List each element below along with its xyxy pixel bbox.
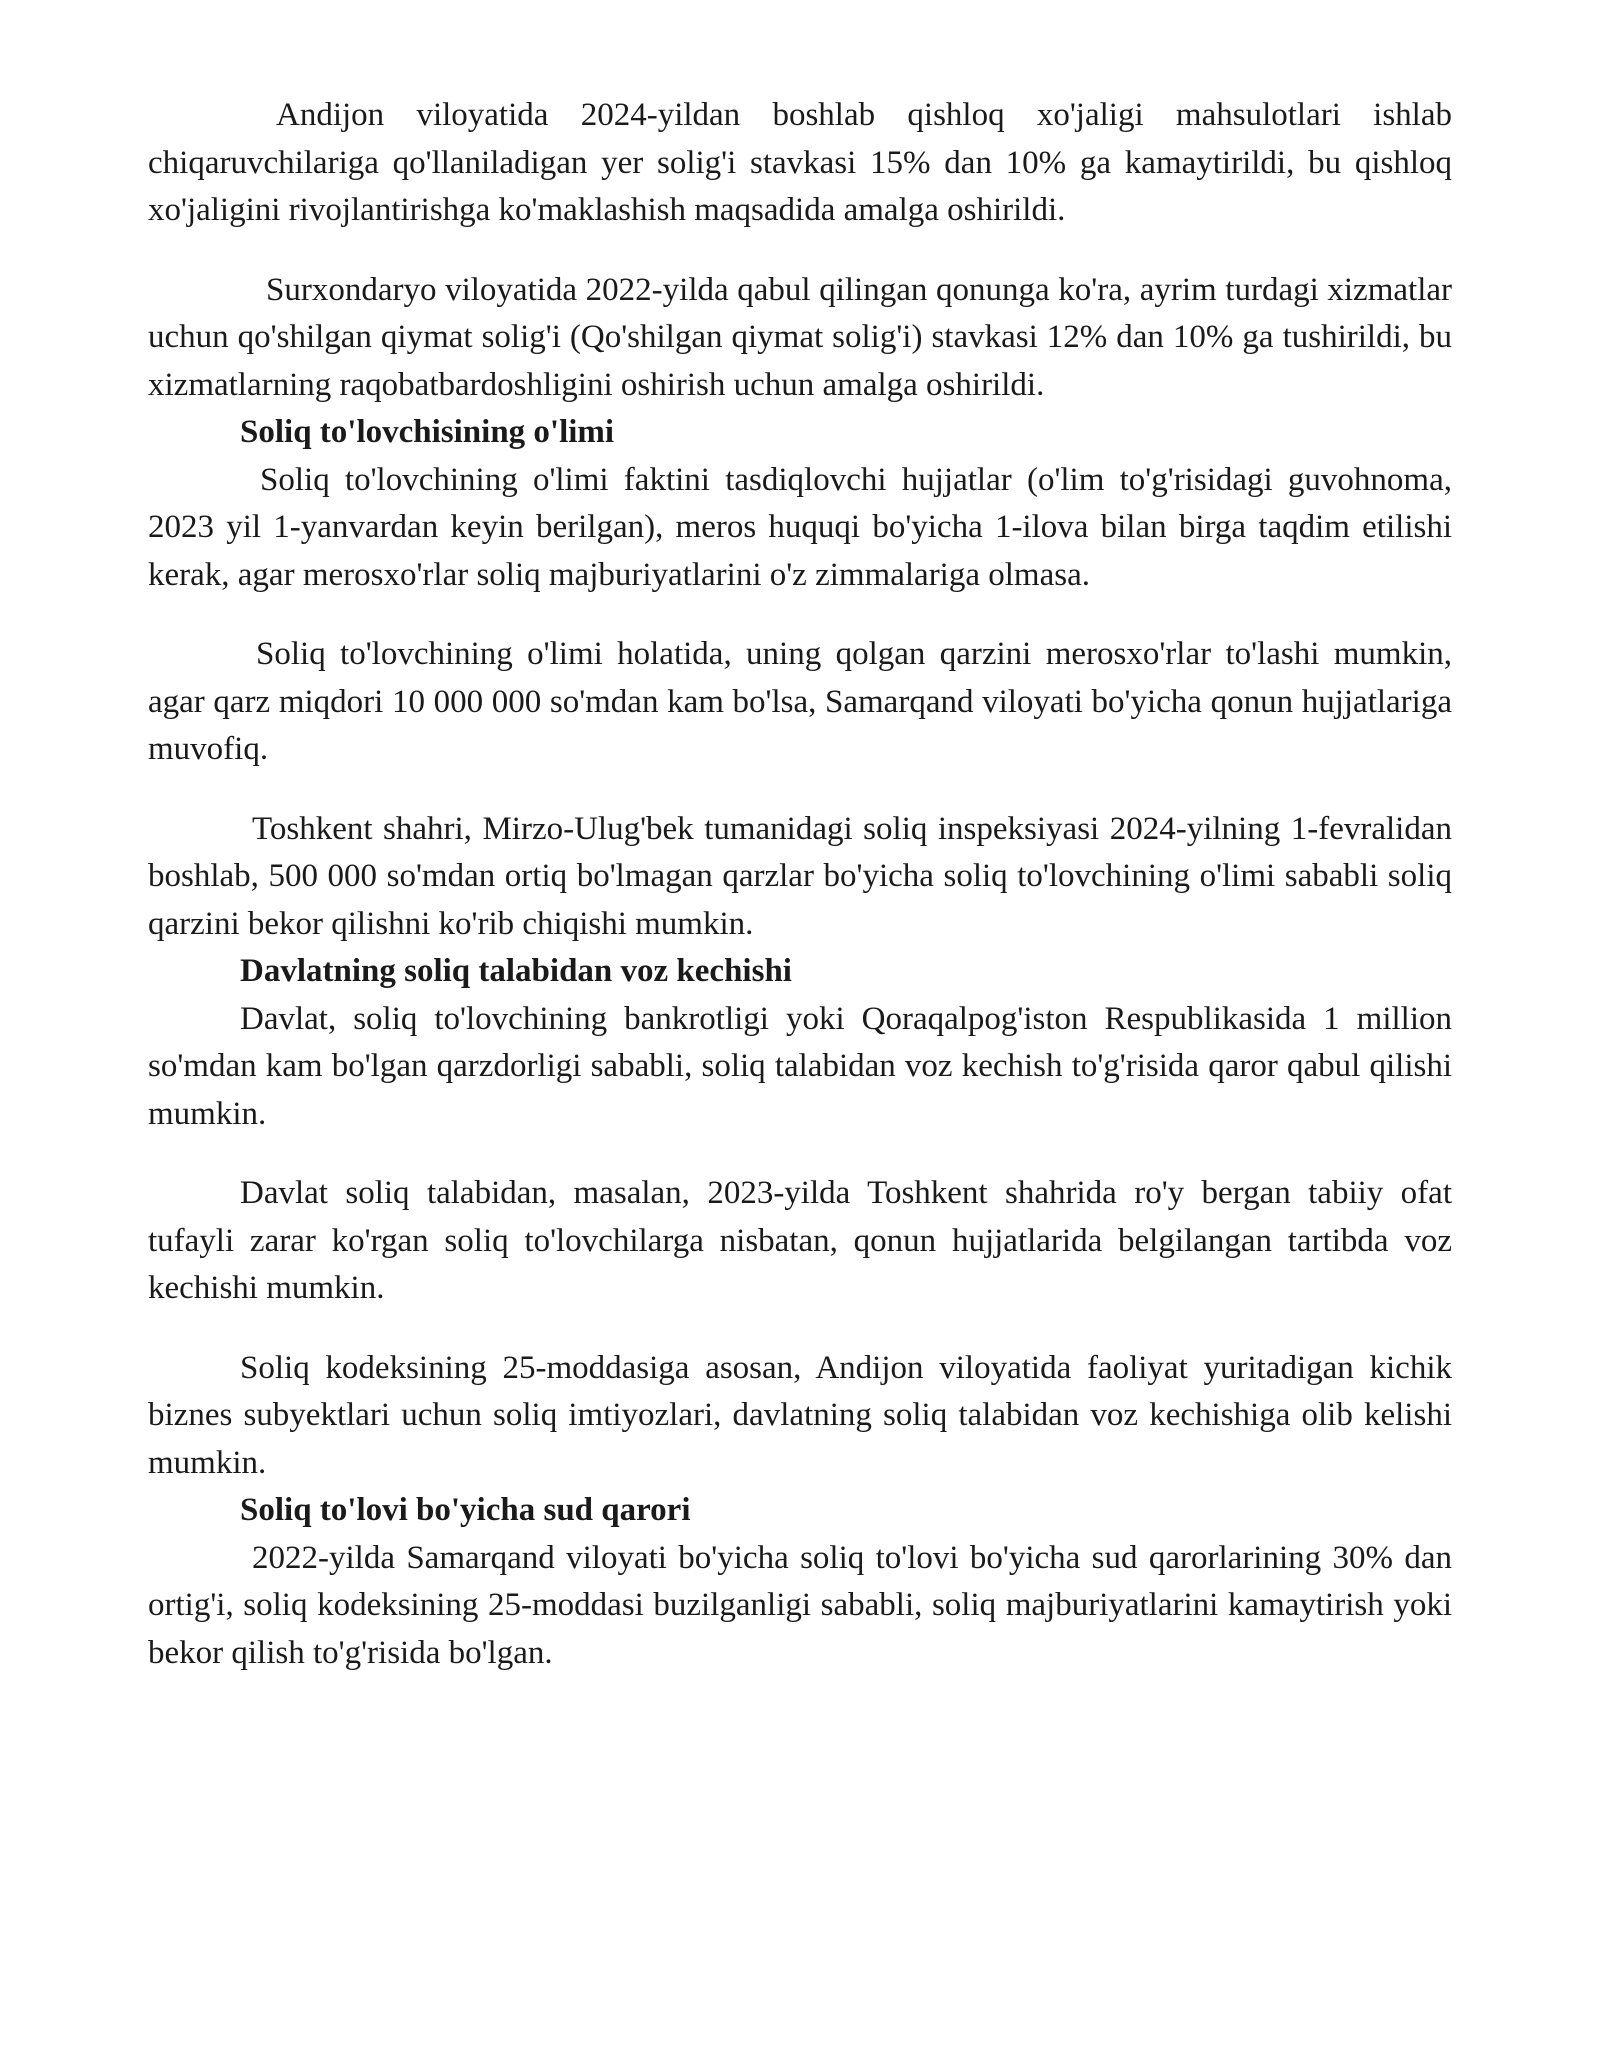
heading-state-waiver: Davlatning soliq talabidan voz kechishi (240, 953, 792, 989)
paragraph-small-business: Soliq kodeksining 25-moddasiga asosan, Andijon viloyatida faoliyat yuritadigan kichik biznes subyektlari uchun soliq imtiyozlari, davlatning soliq talabidan voz kechishiga olib kelishi mumkin. (148, 1349, 1452, 1481)
document-page (148, 92, 1452, 1677)
paragraph-heirs-debt: Soliq to'lovchining o'limi holatida, uning qolgan qarzini merosxo'rlar to'lashi mumkin, agar qarz miqdori 10 000 000 so'mdan kam bo'lsa, Samarqand viloyati bo'yicha qonun hujjatlariga muvofiq. (148, 636, 1452, 767)
heading-court-decision: Soliq to'lovi bo'yicha sud qarori (240, 1492, 691, 1528)
paragraph-andijon-land-tax: Andijon viloyatida 2024-yildan boshlab qishloq xo'jaligi mahsulotlari ishlab chiqaruvchilariga qo'llaniladigan yer solig'i stavkasi 15% dan 10% ga kamaytirildi, bu qishloq xo'jaligini rivojlantirishga ko'maklashish maqsadida amalga oshirildi. (148, 97, 1452, 228)
paragraph-toshkent-inspection: Toshkent shahri, Mirzo-Ulug'bek tumanidagi soliq inspeksiyasi 2024-yilning 1-fevralidan boshlab, 500 000 so'mdan ortiq bo'lmagan qarzlar bo'yicha soliq to'lovchining o'limi sababli soliq qarzini bekor qilishni ko'rib chiqishi mumkin. (148, 810, 1452, 942)
paragraph-bankruptcy-waiver: Davlat, soliq to'lovchining bankrotligi yoki Qoraqalpog'iston Respublikasida 1 million so'mdan kam bo'lgan qarzdorligi sababli, soliq talabidan voz kechish to'g'risida qaror qabul qilishi mumkin. (148, 1000, 1452, 1132)
heading-taxpayer-death: Soliq to'lovchisining o'limi (240, 414, 615, 450)
paragraph-surxondaryo-vat: Surxondaryo viloyatida 2022-yilda qabul qilingan qonunga ko'ra, ayrim turdagi xizmatlar uchun qo'shilgan qiymat solig'i (Qo'shilgan qiymat solig'i) stavkasi 12% dan 10% ga tushirildi, bu xizmatlarning raqobatbardoshligini oshirish uchun amalga oshirildi. (148, 271, 1452, 403)
paragraph-natural-disaster: Davlat soliq talabidan, masalan, 2023-yilda Toshkent shahrida ro'y bergan tabiiy ofat tufayli zarar ko'rgan soliq to'lovchilarga nisbatan, qonun hujjatlarida belgilangan tartibda voz kechishi mumkin. (148, 1175, 1452, 1306)
paragraph-court-samarqand: 2022-yilda Samarqand viloyati bo'yicha soliq to'lovi bo'yicha sud qarorlarining 30% dan ortig'i, soliq kodeksining 25-moddasi buzilganligi sababli, soliq majburiyatlarini kamaytirish yoki bekor qilish to'g'risida bo'lgan. (148, 1539, 1452, 1671)
paragraph-death-documents: Soliq to'lovchining o'limi faktini tasdiqlovchi hujjatlar (o'lim to'g'risidagi guvohnoma, 2023 yil 1-yanvardan keyin berilgan), meros huquqi bo'yicha 1-ilova bilan birga taqdim etilishi kerak, agar merosxo'rlar soliq majburiyatlarini o'z zimmalariga olmasa. (148, 461, 1452, 593)
